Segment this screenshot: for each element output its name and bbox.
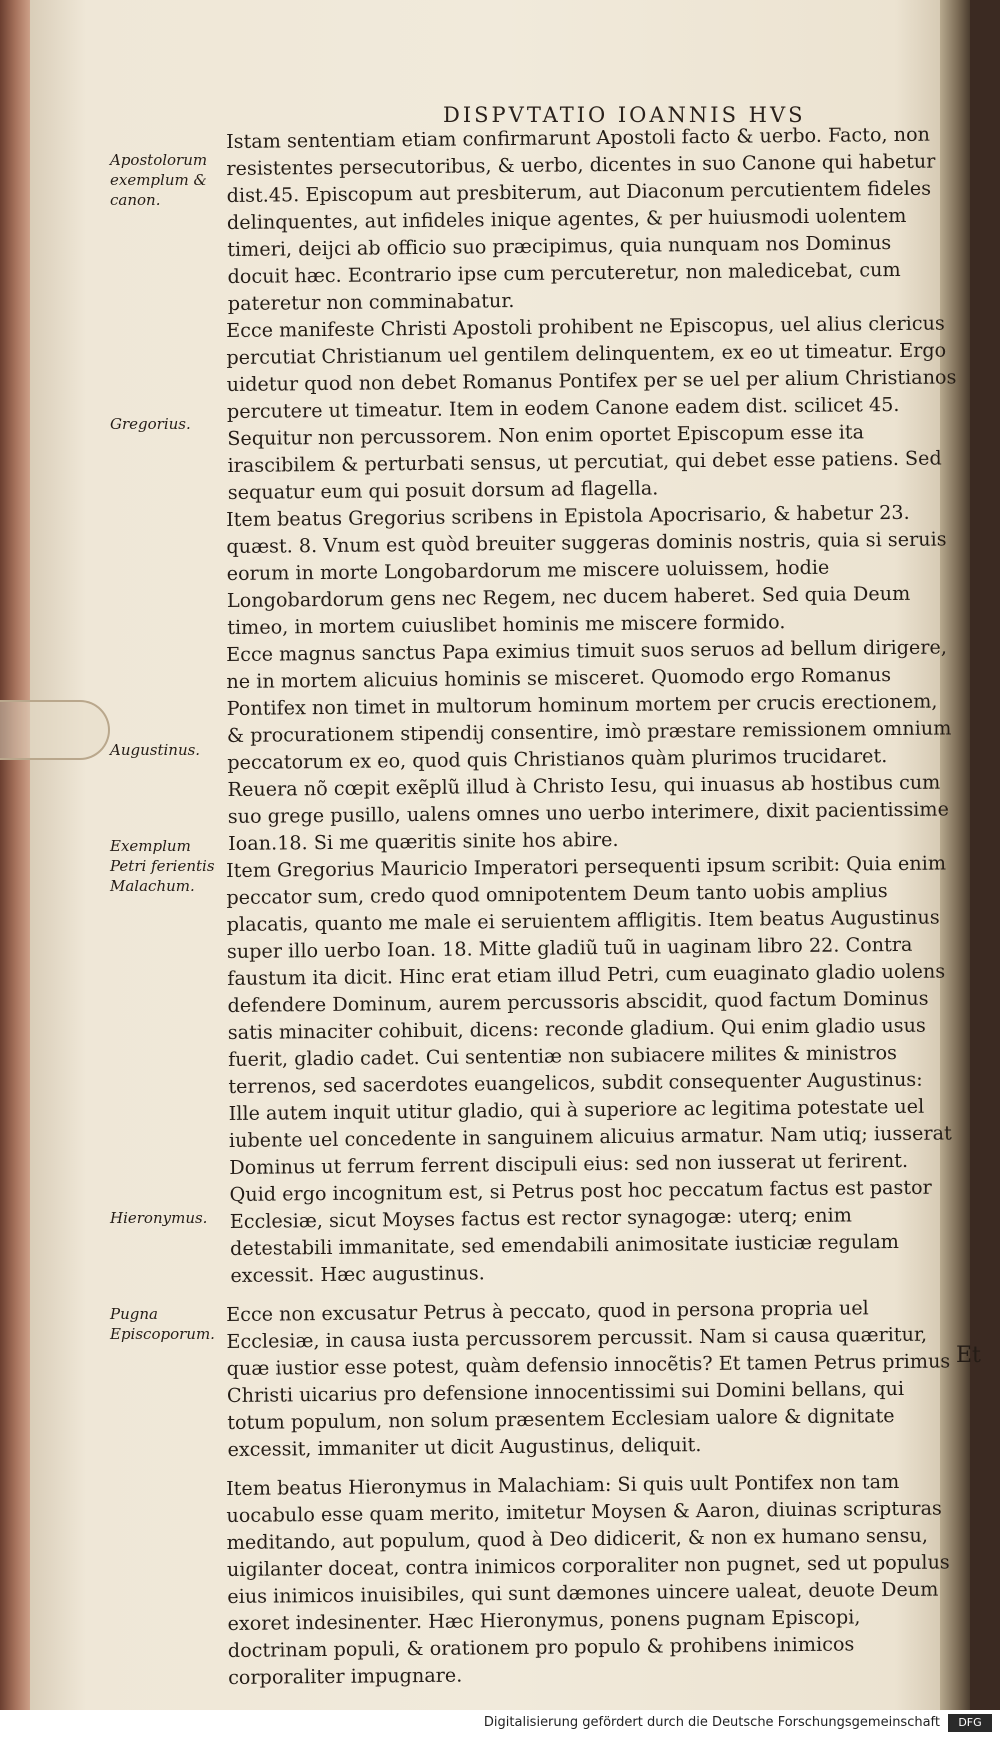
footer-credit: Digitalisierung gefördert durch die Deutsche Forschungsgemeinschaft: [483, 1715, 940, 1730]
paragraph: Item Gregorius Mauricio Imperatori persequenti ipsum scribit: Quia enim peccator sum, credo quod omnipotentem Deum tanto uobis amplius placatis, quanto me male ei seruientem affligitis. Item beatus Augustinus super illo uerbo Ioan. 18. Mitte gladiũ tuũ in uaginam libro 22. Contra faustum ita dicit. Hinc erat etiam illud Petri, cum euaginato gladio uolens defendere Dominum, aurem percussoris abscidit, quod factum Dominus satis minaciter cohibuit, dicens: reconde gladium. Qui enim gladio usus fuerit, gladio cadet. Cui sententiæ non subiacere milites & ministros terrenos, sed sacerdotes euangelicos, subdit consequenter Augustinus: Ille autem inquit utitur gladio, qui à superiore ac legitima potestate uel iubente uel concedente in sanguinem alicuius armatur. Nam utiq; iusserat Dominus ut ferrum ferrent discipuli eius: sed non iusserat ut ferirent. Quid ergo incognitum est, si Petrus post hoc peccatum factus est pastor Ecclesiæ, sicut Moyses factus est rector synagogæ: uterq; enim detestabili immanitate, sed emendabili animositate iusticiæ regulam excessit. Hæc augustinus.: [226, 851, 952, 1287]
marginal-note: Augustinus.: [110, 741, 201, 759]
marginal-note: Apostolorum exemplum & canon.: [110, 151, 208, 209]
main-text: [226, 122, 957, 1691]
running-head: DISPVTATIO IOANNIS HVS: [443, 103, 806, 127]
dfg-logo: DFG: [948, 1714, 992, 1732]
paragraph: Istam sententiam etiam confirmarunt Apostoli facto & uerbo. Facto, non resistentes persecutoribus, & uerbo, dicentes in suo Canone qui habetur dist.45. Episcopum aut presbiterum, aut Diaconum percutientem fideles delinquentes, aut infideles inique agentes, & per huiusmodi uolentem timeri, deijci ab officio suo præcipimus, quia nunquam nos Dominus docuit hæc. Econtrario ipse cum percuteretur, non maledicebat, cum pateretur non comminabatur.: [226, 122, 936, 315]
paragraph: Ecce manifeste Christi Apostoli prohibent ne Episcopus, uel alius clericus percutiat Christianum uel gentilem delinquentem, ex eo ut timeatur. Ergo uidetur quod non debet Romanus Pontifex per se uel per alium Christianos percutere ut timeatur. Item in eodem Canone eadem dist. scilicet 45. Sequitur non percussorem. Non enim oportet Episcopum esse ita irascibilem & perturbati sensus, ut percutiat, qui debet esse patiens. Sed sequatur eum qui posuit dorsum ad flagella.: [226, 311, 957, 504]
paragraph: Item beatus Gregorius scribens in Epistola Apocrisario, & habetur 23. quæst. 8. Vnum est quòd breuiter suggeras dominis nostris, quia si seruis eorum in morte Longobardorum me miscere uoluissem, hodie Longobardorum gens nec Regem, nec ducem haberet. Sed quia Deum timeo, in mortem cuiuslibet hominis me miscere formido.: [226, 500, 947, 639]
paragraph: Ecce non excusatur Petrus à peccato, quod in persona propria uel Ecclesiæ, in causa iusta percussorem percussit. Nam si causa quæritur, quæ iustior esse potest, quàm defensio innocẽtis? Et tamen Petrus primus Christi uicarius pro defensione innocentissimi sui Domini bellans, qui totum populum, non solum præsentem Ecclesiam ualore & dignitate excessit, immaniter ut dicit Augustinus, deliquit.: [226, 1296, 951, 1461]
catchword: Et: [956, 1343, 981, 1368]
marginal-note: Gregorius.: [110, 415, 191, 433]
paper-tab-mark: [0, 700, 110, 760]
marginal-note: Hieronymus.: [110, 1209, 208, 1227]
paragraph: Ecce magnus sanctus Papa eximius timuit suos seruos ad bellum dirigere, ne in mortem alicuius hominis se misceret. Quomodo ergo Romanus Pontifex non timet in multorum hominum mortem per crucis erectionem, & procurationem stipendij consentire, imò præstare remissionem omnium peccatorum ex eo, quod quis Christianos quàm plurimos trucidaret. Reuera nõ cœpit exẽplũ illud à Christo Iesu, qui inuasus ab hostibus cum suo grege pusillo, ualens omnes uno uerbo interimere, dixit pacientissime Ioan.18. Si me quæritis sinite hos abire.: [226, 635, 952, 855]
paragraph: Item beatus Hieronymus in Malachiam: Si quis uult Pontifex non tam uocabulo esse quam merito, imitetur Moysen & Aaron, diuinas scripturas meditando, aut populum, quod à Deo didicerit, & non ex humano sensu, uigilanter doceat, contra inimicos corporaliter non pugnet, sed ut populus eius inimicos inuisibiles, qui sunt dæmones uincere ualeat, deuote Deum exoret indesinenter. Hæc Hieronymus, ponens pugnam Episcopi, doctrinam populi, & orationem pro populo & prohibens inimicos corporaliter impugnare.: [226, 1469, 950, 1689]
marginal-note: Exemplum Petri ferientis Malachum.: [110, 837, 215, 895]
digitization-footer: [0, 1710, 1000, 1737]
marginal-note: Pugna Episcoporum.: [110, 1305, 215, 1343]
